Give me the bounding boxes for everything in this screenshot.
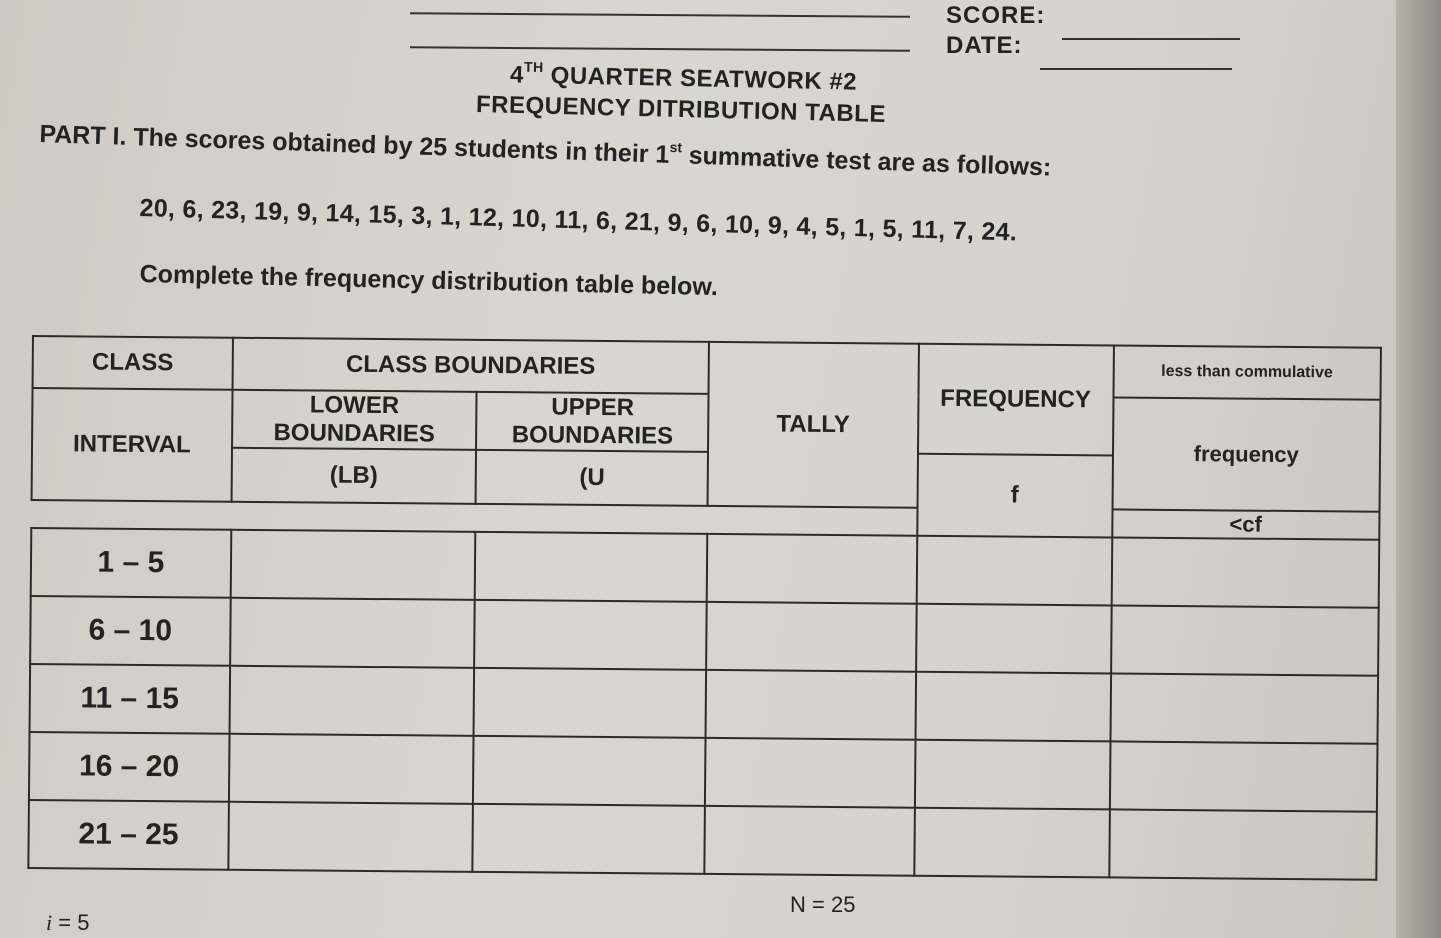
spacer <box>476 504 708 534</box>
lcf-cell[interactable] <box>1111 537 1379 607</box>
table-row <box>29 732 1378 812</box>
class-width: i = 5 <box>46 910 90 935</box>
ub-cell[interactable] <box>473 736 705 806</box>
header-lower: LOWER BOUNDARIES <box>232 390 477 450</box>
page-subtitle: FREQUENCY DITRIBUTION TABLE <box>475 90 887 129</box>
header-lcf-abbr: <cf <box>1112 509 1380 539</box>
lcf-cell[interactable] <box>1111 605 1379 675</box>
ub-cell[interactable] <box>475 600 707 670</box>
header-lcf-mid: frequency <box>1112 397 1380 511</box>
lb-cell[interactable] <box>229 734 474 804</box>
table-row <box>28 800 1377 880</box>
section-line <box>410 46 910 51</box>
lcf-cell[interactable] <box>1110 673 1378 743</box>
table-row <box>31 528 1380 608</box>
lb-cell[interactable] <box>228 802 473 872</box>
lcf-cell[interactable] <box>1109 809 1377 879</box>
paper-edge <box>1396 0 1441 938</box>
date-label: DATE: <box>946 32 1023 59</box>
page-title: 4TH QUARTER SEATWORK #2 <box>509 58 858 96</box>
spacer <box>231 502 476 532</box>
score-label: SCORE: <box>946 2 1046 29</box>
class-interval: 6 – 10 <box>30 596 230 666</box>
header-lb: (LB) <box>231 448 476 504</box>
tally-cell[interactable] <box>706 602 916 672</box>
scores-list: 20, 6, 23, 19, 9, 14, 15, 3, 1, 12, 10, 11, 6, 21, 9, 6, 10, 9, 4, 5, 1, 5, 11, 7, 24. <box>139 194 1018 247</box>
total-n: N = 25 <box>790 892 856 917</box>
header-frequency: FREQUENCY <box>918 344 1114 456</box>
frequency-cell[interactable] <box>916 536 1111 606</box>
table-row <box>30 596 1379 676</box>
score-line <box>1062 38 1240 40</box>
complete-instruction: Complete the frequency distribution table below. <box>139 260 719 302</box>
lcf-cell[interactable] <box>1109 741 1377 811</box>
class-interval: 21 – 25 <box>28 800 228 870</box>
ub-cell[interactable] <box>473 804 705 874</box>
frequency-cell[interactable] <box>914 808 1109 878</box>
tally-cell[interactable] <box>705 738 915 808</box>
spacer <box>31 500 231 530</box>
tally-cell[interactable] <box>704 806 914 876</box>
header-class-boundaries: CLASS BOUNDARIES <box>232 338 709 394</box>
frequency-cell[interactable] <box>916 604 1111 674</box>
class-interval: 16 – 20 <box>29 732 229 802</box>
class-interval: 11 – 15 <box>30 664 230 734</box>
tally-cell[interactable] <box>707 534 917 604</box>
spacer <box>707 506 917 536</box>
frequency-cell[interactable] <box>915 672 1110 742</box>
header-f: f <box>917 454 1113 538</box>
tally-cell[interactable] <box>706 670 916 740</box>
header-tally: TALLY <box>708 342 919 508</box>
header-ub: (U <box>476 450 708 506</box>
part-instruction: PART I. The scores obtained by 25 students in their 1st summative test are as follows: <box>39 119 1052 182</box>
header-upper: UPPER BOUNDARIES <box>476 392 708 452</box>
ub-cell[interactable] <box>474 668 706 738</box>
header-lcf-top: less than commulative <box>1113 345 1381 399</box>
table-row <box>30 664 1379 744</box>
lb-cell[interactable] <box>230 530 475 600</box>
ub-cell[interactable] <box>475 532 707 602</box>
frequency-cell[interactable] <box>915 740 1110 810</box>
date-line <box>1040 68 1232 70</box>
name-line <box>410 12 910 17</box>
lb-cell[interactable] <box>230 598 475 668</box>
class-interval: 1 – 5 <box>31 528 231 598</box>
lb-cell[interactable] <box>229 666 474 736</box>
header-class: CLASS <box>33 336 233 390</box>
frequency-table <box>27 335 1382 881</box>
header-interval: INTERVAL <box>32 388 233 502</box>
